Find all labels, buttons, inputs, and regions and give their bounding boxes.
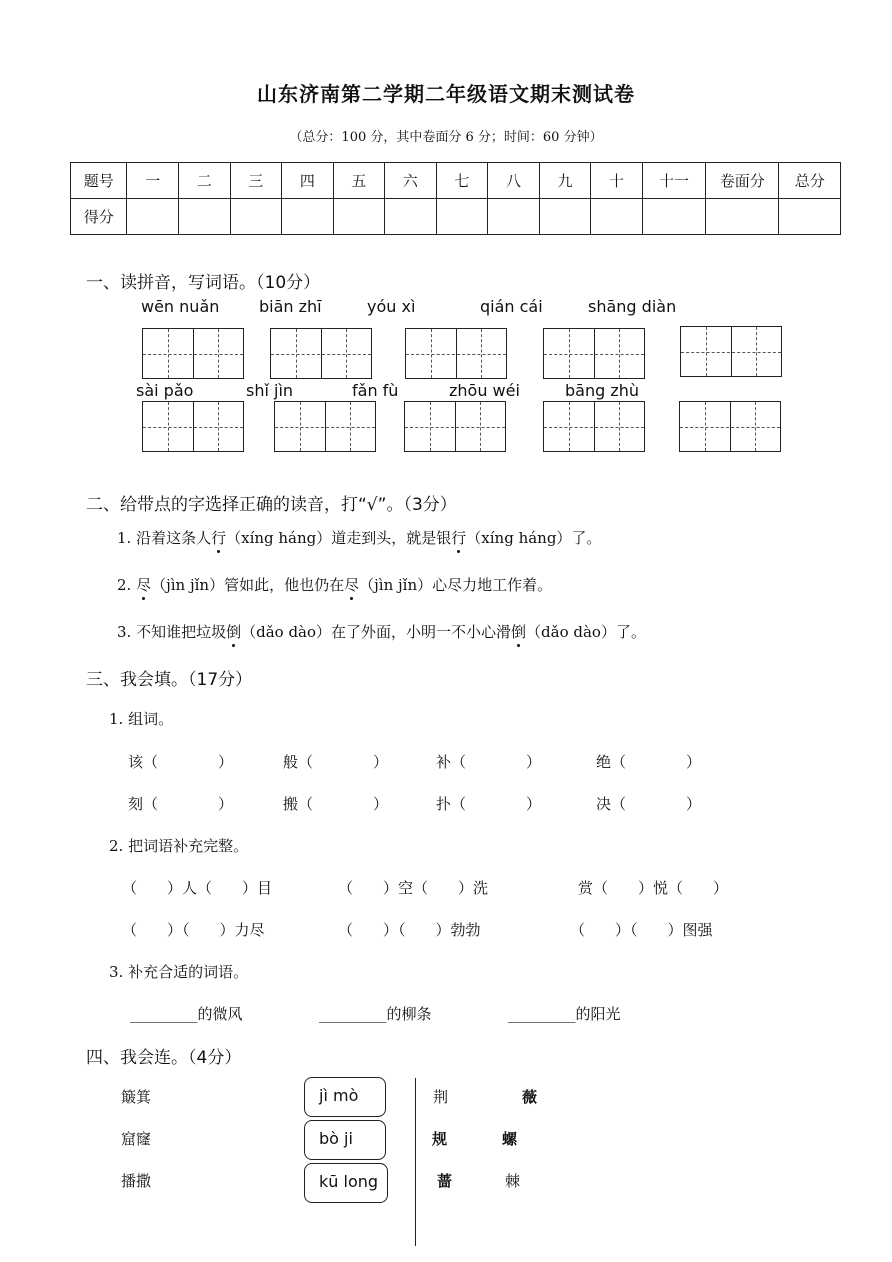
pinyin-label: fǎn fù	[352, 381, 399, 400]
pinyin-label: sài pǎo	[136, 381, 194, 400]
score-cell	[127, 199, 179, 235]
question-line	[117, 621, 646, 642]
score-header-cell: 七	[436, 163, 488, 199]
pinyin-label: zhōu wéi	[449, 381, 520, 400]
zuci-item[interactable]: 般（ ）	[283, 753, 389, 771]
writing-grid[interactable]	[680, 326, 782, 377]
idiom-fill-item[interactable]: （ ）人（ ）目	[122, 879, 273, 897]
score-header-cell: 卷面分	[706, 163, 779, 199]
pinyin-label: wēn nuǎn	[141, 297, 220, 316]
score-cell	[230, 199, 282, 235]
writing-grid[interactable]	[142, 401, 244, 452]
idiom-fill-item[interactable]: 赏（ ）悦（ ）	[578, 879, 729, 897]
blank-phrase[interactable]: _________的柳条	[319, 1005, 432, 1023]
idiom-fill-item[interactable]: （ ）空（ ）洗	[338, 879, 489, 897]
score-cell	[779, 199, 841, 235]
zuci-item[interactable]: 决（ ）	[596, 795, 702, 813]
question-line	[117, 574, 552, 595]
idiom-fill-item[interactable]: （ ）（ ）图强	[570, 921, 713, 939]
writing-grid[interactable]	[405, 328, 507, 379]
score-cell	[642, 199, 705, 235]
writing-grid[interactable]	[270, 328, 372, 379]
dotted-character: 行	[451, 529, 467, 547]
match-char-left[interactable]: 荆	[433, 1088, 449, 1106]
score-cell	[179, 199, 231, 235]
subquestion-label: 1. 组词。	[109, 710, 174, 728]
pinyin-label: qián cái	[480, 297, 543, 316]
page-subtitle: （总分：100 分，其中卷面分 6 分；时间：60 分钟）	[289, 130, 603, 145]
writing-grid[interactable]	[404, 401, 506, 452]
question-text: 3. 不知谁把垃圾	[117, 623, 227, 641]
match-char-right[interactable]: 薇	[522, 1088, 538, 1106]
score-cell	[282, 199, 334, 235]
pinyin-label: bāng zhù	[565, 381, 640, 400]
dotted-character: 倒	[511, 623, 527, 641]
dotted-character: 倒	[226, 623, 242, 641]
page-title: 山东济南第二学期二年级语文期末测试卷	[257, 82, 635, 106]
score-header-cell: 四	[282, 163, 334, 199]
score-cell	[385, 199, 437, 235]
score-header-cell: 二	[179, 163, 231, 199]
match-char-left[interactable]: 蔷	[437, 1172, 453, 1190]
score-cell	[706, 199, 779, 235]
match-word-left[interactable]: 簸箕	[121, 1088, 152, 1106]
score-table-header-row	[71, 163, 841, 199]
idiom-fill-item[interactable]: （ ）（ ）力尽	[122, 921, 265, 939]
question-text: （jìn jǐn）管如此，他也仍在	[151, 576, 345, 594]
score-header-cell: 五	[333, 163, 385, 199]
zuci-item[interactable]: 绝（ ）	[596, 753, 702, 771]
match-char-left[interactable]: 规	[432, 1130, 448, 1148]
blank-phrase[interactable]: _________的微风	[130, 1005, 243, 1023]
writing-grid[interactable]	[543, 328, 645, 379]
dotted-character: 尽	[344, 576, 360, 594]
score-cell	[488, 199, 540, 235]
match-pinyin-box[interactable]: kū long	[304, 1163, 388, 1203]
question-text: （dǎo dào）了。	[526, 623, 646, 641]
writing-grid[interactable]	[274, 401, 376, 452]
idiom-fill-item[interactable]: （ ）（ ）勃勃	[338, 921, 481, 939]
match-word-left[interactable]: 窟窿	[121, 1130, 152, 1148]
score-header-cell: 题号	[71, 163, 127, 199]
match-pinyin-box[interactable]: bò ji	[304, 1120, 386, 1160]
score-header-cell: 十	[591, 163, 643, 199]
score-row-label: 得分	[71, 199, 127, 235]
score-header-cell: 三	[230, 163, 282, 199]
question-text: 1. 沿着这条人	[117, 529, 212, 547]
blank-phrase[interactable]: _________的阳光	[508, 1005, 621, 1023]
subquestion-label: 2. 把词语补充完整。	[109, 837, 249, 855]
subquestion-label: 3. 补充合适的词语。	[109, 963, 249, 981]
score-cell	[591, 199, 643, 235]
score-header-cell: 六	[385, 163, 437, 199]
match-pinyin-box[interactable]: jì mò	[304, 1077, 386, 1117]
score-table	[70, 162, 841, 235]
match-char-right[interactable]: 螺	[502, 1130, 518, 1148]
zuci-item[interactable]: 补（ ）	[436, 753, 542, 771]
match-char-right[interactable]: 棘	[505, 1172, 521, 1190]
question-text: （xíng háng）了。	[466, 529, 602, 547]
score-cell	[539, 199, 591, 235]
question-text: （dǎo dào）在了外面，小明一不小心滑	[241, 623, 512, 641]
section4-heading: 四、我会连。（4分）	[86, 1048, 242, 1068]
pinyin-label: yóu xì	[367, 297, 416, 316]
pinyin-label: biān zhī	[259, 297, 322, 316]
zuci-item[interactable]: 搬（ ）	[283, 795, 389, 813]
score-cell	[333, 199, 385, 235]
score-table-score-row	[71, 199, 841, 235]
zuci-item[interactable]: 刻（ ）	[128, 795, 234, 813]
writing-grid[interactable]	[679, 401, 781, 452]
score-cell	[436, 199, 488, 235]
question-text: 2.	[117, 576, 137, 594]
score-header-cell: 八	[488, 163, 540, 199]
score-header-cell: 十一	[642, 163, 705, 199]
section1-heading: 一、读拼音，写词语。（10分）	[86, 273, 321, 293]
question-text: （jìn jǐn）心尽力地工作着。	[359, 576, 553, 594]
dotted-character: 行	[211, 529, 227, 547]
writing-grid[interactable]	[543, 401, 645, 452]
section3-heading: 三、我会填。（17分）	[86, 670, 253, 690]
pinyin-label: shāng diàn	[588, 297, 677, 316]
divider-line	[415, 1078, 416, 1246]
score-header-cell: 九	[539, 163, 591, 199]
pinyin-label: shǐ jìn	[246, 381, 294, 400]
question-line	[117, 527, 601, 548]
question-text: （xíng háng）道走到头，就是银	[226, 529, 452, 547]
zuci-item[interactable]: 扑（ ）	[436, 795, 542, 813]
score-header-cell: 总分	[779, 163, 841, 199]
section2-heading: 二、给带点的字选择正确的读音，打“√”。（3分）	[86, 495, 457, 515]
match-word-left[interactable]: 播撒	[121, 1172, 152, 1190]
writing-grid[interactable]	[142, 328, 244, 379]
dotted-character: 尽	[136, 576, 152, 594]
zuci-item[interactable]: 该（ ）	[128, 753, 234, 771]
score-header-cell: 一	[127, 163, 179, 199]
